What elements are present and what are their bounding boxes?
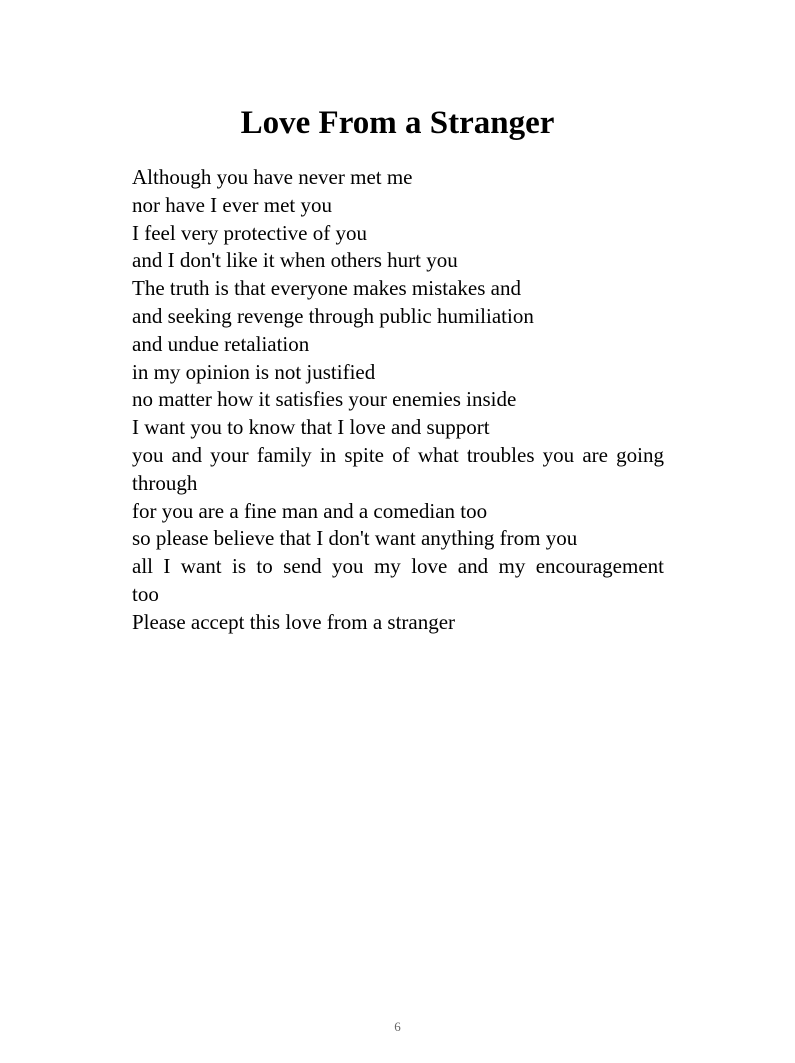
poem-line: I want you to know that I love and support bbox=[132, 415, 490, 440]
poem-line: I feel very protective of you bbox=[132, 220, 367, 245]
poem-line: no matter how it satisfies your enemies inside bbox=[132, 387, 517, 412]
poem-line: Although you have never met me bbox=[132, 165, 413, 189]
poem-line: Please accept this love from a stranger bbox=[132, 609, 456, 634]
poem-line: and undue retaliation bbox=[132, 331, 310, 356]
poem-line: nor have I ever met you bbox=[132, 192, 333, 217]
poem-title: Love From a Stranger bbox=[240, 105, 555, 141]
poem-line: too bbox=[132, 581, 159, 606]
poem-line: in my opinion is not justified bbox=[132, 359, 376, 384]
poem-line: all I want is to send you my love and my encouragement bbox=[132, 554, 664, 579]
page-number: 6 bbox=[394, 1019, 401, 1034]
poem-line: for you are a fine man and a comedian too bbox=[132, 498, 488, 523]
poem-line: you and your family in spite of what troubles you are going bbox=[132, 442, 664, 467]
poem-line: through bbox=[132, 470, 198, 495]
poem-line: and I don't like it when others hurt you bbox=[132, 248, 458, 273]
poem-line: and seeking revenge through public humiliation bbox=[132, 303, 534, 328]
poem-line: so please believe that I don't want anything from you bbox=[132, 526, 578, 551]
poem-line: The truth is that everyone makes mistakes and bbox=[132, 276, 521, 301]
poem-body bbox=[132, 164, 664, 637]
